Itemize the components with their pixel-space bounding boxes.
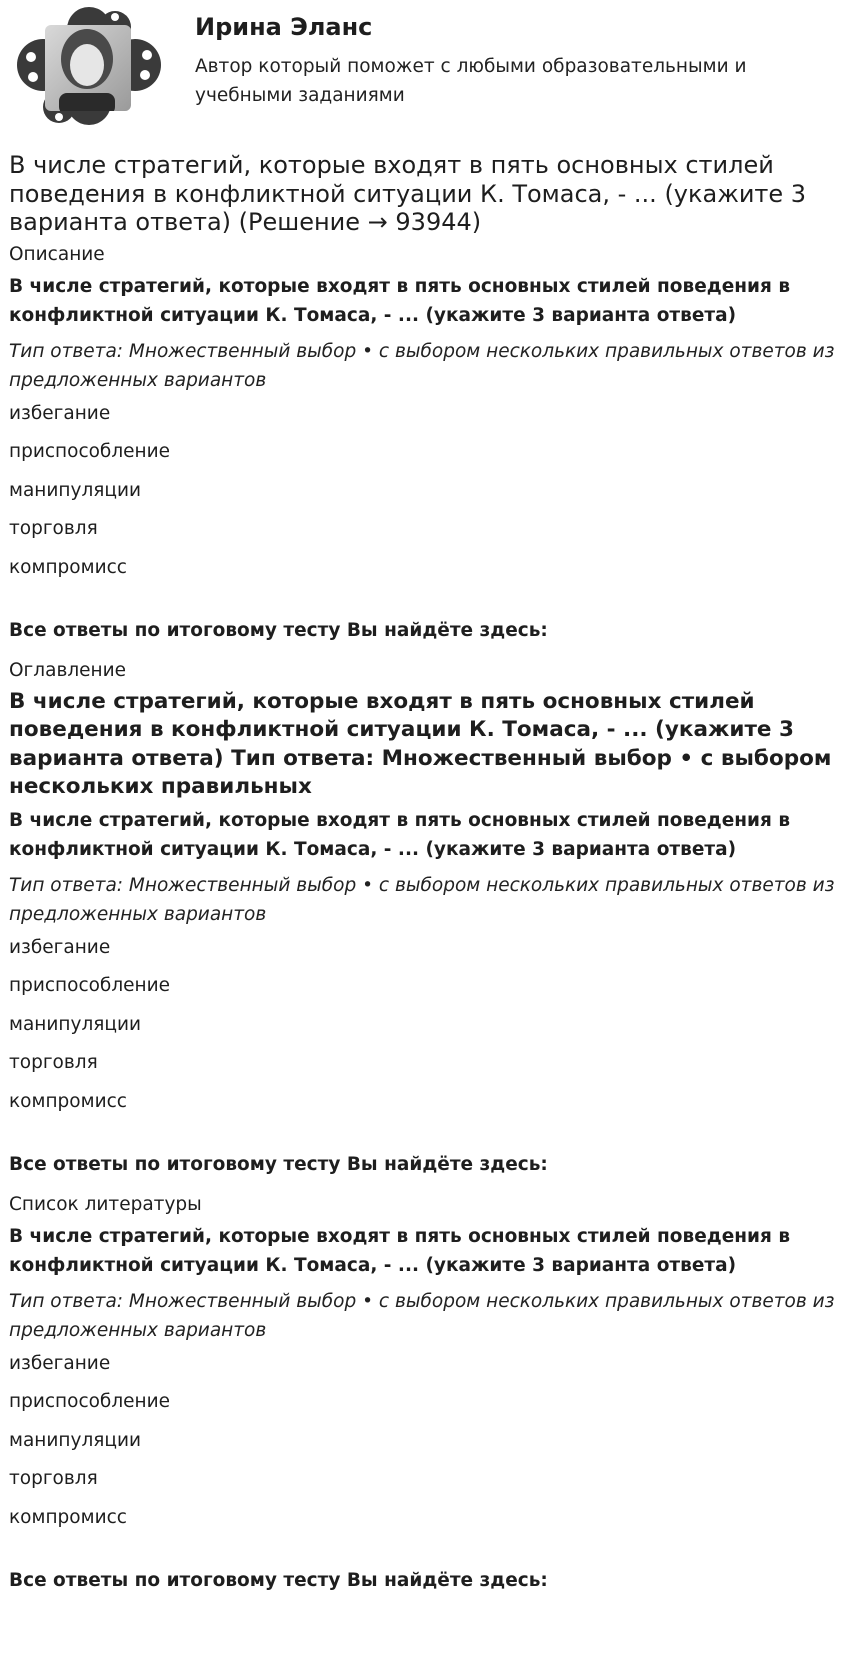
option-item: манипуляции: [9, 1429, 142, 1451]
option-item: манипуляции: [9, 479, 142, 501]
references-section: [9, 1193, 837, 1593]
answers-link[interactable]: Все ответы по итоговому тесту Вы найдёте здесь:: [9, 1569, 548, 1591]
toc-section: [9, 659, 837, 1177]
option-item: приспособление: [9, 1391, 171, 1412]
description-section: [9, 243, 837, 643]
option-item: компромисс: [9, 1506, 127, 1528]
answer-type: Тип ответа: Множественный выбор • с выбором нескольких правильных ответов из предложенных вариантов: [9, 340, 835, 391]
toc-heading: В числе стратегий, которые входят в пять основных стилей поведения в конфликтной ситуации К. Томаса, - ... (укажите 3 варианта ответа) Тип ответа: Множественный выбор • с выбором нескольких правильных: [9, 688, 832, 799]
answers-link[interactable]: Все ответы по итоговому тесту Вы найдёте здесь:: [9, 1153, 548, 1175]
author-avatar[interactable]: [15, 7, 163, 125]
option-item: приспособление: [9, 975, 171, 996]
option-item: торговля: [9, 518, 98, 539]
question-text: В числе стратегий, которые входят в пять основных стилей поведения в конфликтной ситуации К. Томаса, - ... (укажите 3 варианта ответа): [9, 809, 791, 860]
author-description: Автор который поможет с любыми образовательными и учебными заданиями: [195, 56, 747, 106]
option-item: приспособление: [9, 441, 171, 462]
author-name[interactable]: Ирина Эланс: [195, 13, 373, 41]
option-item: компромисс: [9, 1090, 127, 1112]
author-info: [195, 12, 817, 110]
section-label-toc: Оглавление: [9, 659, 127, 681]
option-item: избегание: [9, 402, 111, 424]
answer-type: Тип ответа: Множественный выбор • с выбором нескольких правильных ответов из предложенных вариантов: [9, 874, 835, 925]
page-title: В числе стратегий, которые входят в пять основных стилей поведения в конфликтной ситуации К. Томаса, - ... (укажите 3 варианта ответа) (Решение → 93944): [9, 151, 807, 236]
author-card: [9, 0, 837, 140]
section-label-references: Список литературы: [9, 1193, 202, 1215]
answer-type: Тип ответа: Множественный выбор • с выбором нескольких правильных ответов из предложенных вариантов: [9, 1290, 835, 1341]
question-text: В числе стратегий, которые входят в пять основных стилей поведения в конфликтной ситуации К. Томаса, - ... (укажите 3 варианта ответа): [9, 275, 791, 326]
option-item: избегание: [9, 1352, 111, 1374]
option-item: торговля: [9, 1052, 98, 1073]
option-item: избегание: [9, 936, 111, 958]
option-item: манипуляции: [9, 1013, 142, 1035]
answers-link[interactable]: Все ответы по итоговому тесту Вы найдёте здесь:: [9, 619, 548, 641]
option-item: торговля: [9, 1468, 98, 1489]
section-label-description: Описание: [9, 243, 105, 265]
option-item: компромисс: [9, 556, 127, 578]
question-text: В числе стратегий, которые входят в пять основных стилей поведения в конфликтной ситуации К. Томаса, - ... (укажите 3 варианта ответа): [9, 1225, 791, 1276]
